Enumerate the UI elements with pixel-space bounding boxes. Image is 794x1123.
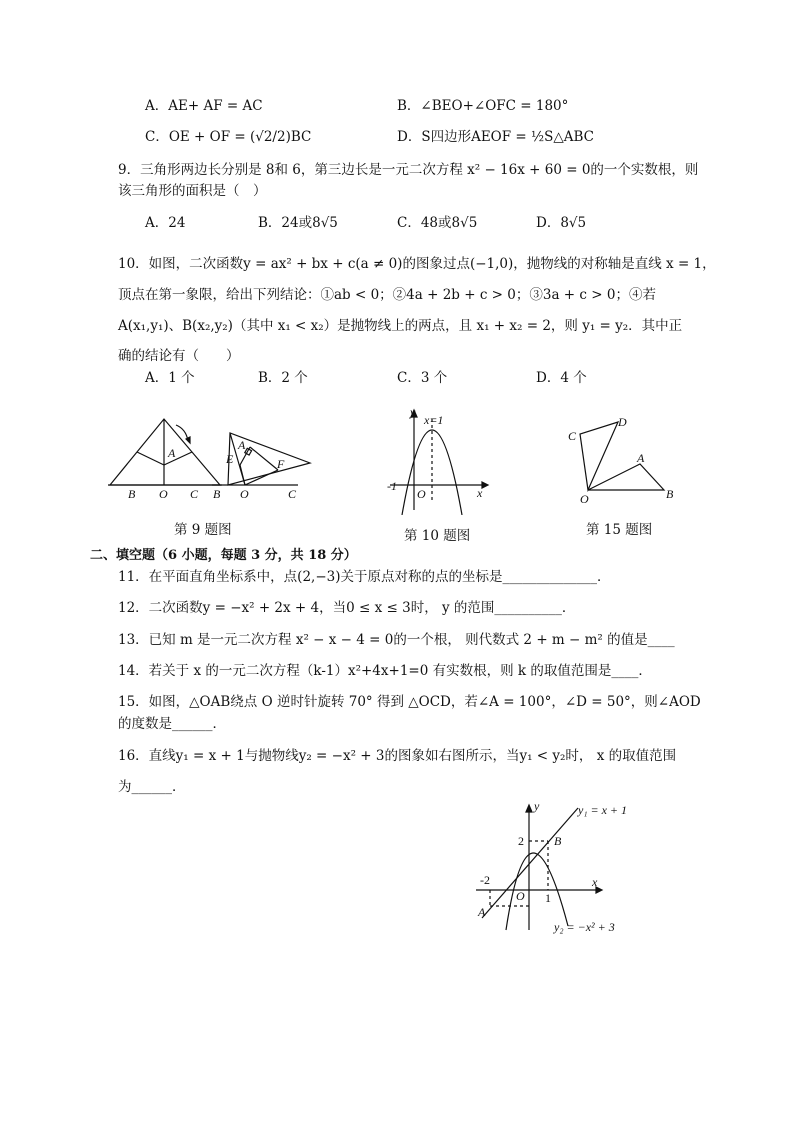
fig15-label-C: C (568, 429, 577, 443)
q10-option-c: C．3 个 (397, 370, 448, 386)
q15-text-line1: 15．如图，△OAB绕点 O 逆时针旋转 70° 得到 △OCD，若∠A = 100°，∠D = 50°，则∠AOD (118, 694, 701, 710)
q10-stem-line3: A(x₁,y₁)、B(x₂,y₂)（其中 x₁ < x₂）是抛物线上的两点，且 x₁ + x₂ = 2，则 y₁ = y₂．其中正 (118, 318, 683, 334)
fig9-label-B: B (128, 487, 136, 501)
fig10-parabola (402, 430, 462, 515)
q8-option-b: B．∠BEO+∠OFC = 180° (397, 98, 569, 114)
figure-9 (100, 405, 320, 505)
q15-text-line2: 的度数是______． (118, 716, 226, 732)
q10-option-a: A．1 个 (145, 370, 195, 386)
fig16-label-y2: y₂ = −x² + 3 (554, 920, 615, 934)
q9-option-c: C．48或8√5 (397, 215, 478, 231)
fig16-label-x: x (592, 875, 598, 889)
fig9-label-C2: C (288, 487, 297, 501)
caption-figure-9: 第 9 题图 (174, 522, 232, 538)
fig16-line (482, 808, 578, 918)
fig9-triangle-left (110, 419, 220, 485)
fig9-label-O2: O (240, 487, 249, 501)
fig16-label-2: 2 (518, 834, 524, 848)
q14-text: 14．若关于 x 的一元二次方程（k-1）x²+4x+1=0 有实数根，则 k 的取值范围是____． (118, 663, 652, 679)
fig9-label-C: C (190, 487, 199, 501)
fig16-label-O: O (516, 889, 525, 903)
q9-stem-line2: 该三角形的面积是（ ） (118, 183, 267, 199)
figure-16 (468, 798, 643, 938)
q10-option-d: D．4 个 (536, 370, 587, 386)
q9-option-b: B．24或8√5 (258, 215, 338, 231)
fig10-label-neg1: -1 (387, 479, 397, 493)
fig15-label-O: O (580, 492, 589, 506)
caption-figure-15: 第 15 题图 (586, 522, 653, 538)
figure-15 (560, 410, 690, 510)
q10-stem-line2: 顶点在第一象限，给出下列结论：①ab < 0；②4a + 2b + c > 0；③3a + c > 0；④若 (118, 287, 656, 303)
q10-stem-line1: 10．如图，二次函数y = ax² + bx + c(a ≠ 0)的图象过点(−1,0)，抛物线的对称轴是直线 x = 1， (118, 256, 716, 272)
fig15-triangle-OCD (580, 422, 618, 490)
fig9-label-B2: B (213, 487, 221, 501)
fig15-label-B: B (666, 487, 674, 501)
fig10-label-O: O (417, 487, 426, 501)
fig16-label-neg2: -2 (480, 873, 490, 887)
fig9-label-E: E (226, 452, 234, 466)
fig10-label-x: x (477, 486, 483, 500)
fig10-label-y: y (410, 405, 416, 419)
section2-title: 二、填空题（6 小题，每题 3 分，共 18 分） (90, 548, 357, 563)
q8-option-c: C．OE + OF = (√2/2)BC (145, 129, 312, 145)
fig16-label-y: y (534, 799, 540, 813)
q10-stem-line4: 确的结论有（ ） (118, 348, 240, 364)
q8-option-a: A．AE+ AF = AC (145, 98, 263, 114)
q9-stem-line1: 9．三角形两边长分别是 8和 6，第三边长是一元二次方程 x² − 16x + 60 = 0的一个实数根，则 (118, 162, 699, 178)
fig9-label-A: A (168, 446, 176, 460)
q10-option-b: B．2 个 (258, 370, 308, 386)
q8-option-d: D．S四边形AEOF = ½S△ABC (397, 129, 594, 145)
q11-text: 11．在平面直角坐标系中，点(2,−3)关于原点对称的点的坐标是______________． (118, 569, 611, 585)
q12-text: 12．二次函数y = −x² + 2x + 4，当0 ≤ x ≤ 3时， y 的范围__________． (118, 600, 576, 616)
fig9-label-O: O (159, 487, 168, 501)
fig15-triangle-OAB (588, 464, 664, 490)
fig16-label-y1: y₁ = x + 1 (578, 803, 628, 817)
fig9-label-A2: A (238, 438, 246, 452)
fig16-label-A: A (478, 905, 486, 919)
q16-text-line2: 为______． (118, 779, 186, 795)
fig16-label-B: B (554, 834, 562, 848)
q16-text-line1: 16．直线y₁ = x + 1与抛物线y₂ = −x² + 3的图象如右图所示，当y₁ < y₂时， x 的取值范围 (118, 748, 677, 764)
fig10-label-x1: x=1 (424, 413, 444, 427)
figure-10 (380, 405, 490, 515)
fig15-label-D: D (618, 415, 627, 429)
q13-text: 13．已知 m 是一元二次方程 x² − x − 4 = 0的一个根， 则代数式 2 + m − m² 的值是____ (118, 632, 675, 648)
fig9-label-F: F (277, 457, 285, 471)
q9-option-d: D．8√5 (536, 215, 587, 231)
fig15-label-A: A (637, 451, 645, 465)
q9-option-a: A．24 (145, 215, 186, 231)
fig16-label-1: 1 (545, 891, 551, 905)
caption-figure-10: 第 10 题图 (404, 528, 471, 544)
